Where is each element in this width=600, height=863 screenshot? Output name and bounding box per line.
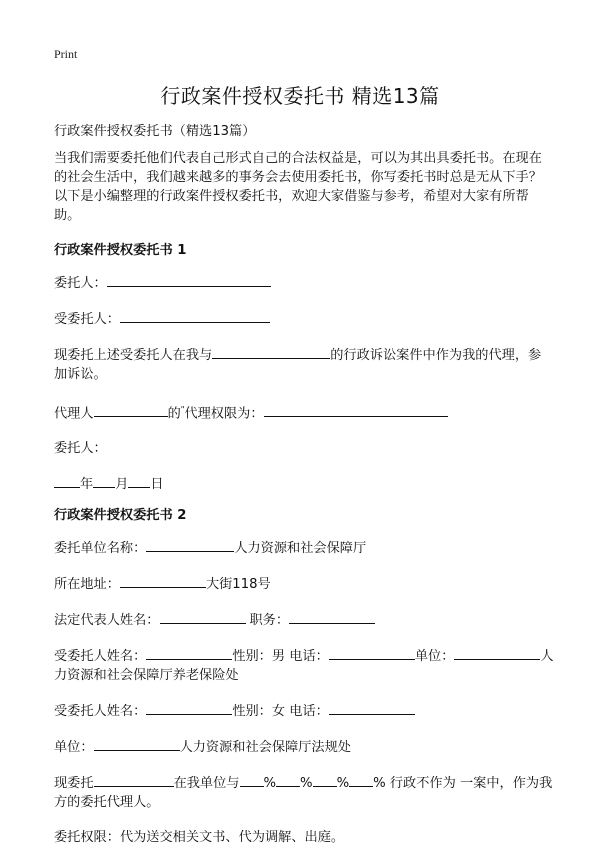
principal-line [54,273,554,293]
section-2-heading: 行政案件授权委托书 2 [54,508,187,524]
legal-rep-line [54,610,554,630]
agent-1-unit-label: 单位： [414,649,455,665]
commission-agent-blank [94,773,174,787]
legal-rep-blank [160,610,246,624]
agent-1-unit-blank [454,646,540,660]
section-1-heading: 行政案件授权委托书 1 [54,243,187,258]
commission-text-a: 现委托 [54,776,94,792]
scope-label: 委托权限： [54,830,120,846]
date-line [54,474,554,494]
authority-line: 代理人 的"代理权限为： [54,400,554,423]
month-label: 月 [115,477,129,493]
year-blank [54,474,80,488]
pct-blank-1 [240,773,264,787]
intro-paragraph: 当我们需要委托他们代表自己形式自己的合法权益是，可以为其出具委托书。在现在的社会生活中，我们越来越多的事务会去使用委托书，你写委托书时总是无从下手？以下是小编整理的行政案件授权委托书，欢迎大家借鉴与参考，希望对大家有所帮助。 [54,151,542,223]
agent-2-unit: 人力资源和社会保障厅法规处 [179,740,351,756]
entrust-text-a: 现委托上述受委托人在我与 [54,348,213,363]
agent-2-name-blank [146,701,232,715]
principal-label: 委托人： [54,276,107,291]
pct-blank-4 [349,773,373,787]
address-blank [120,574,206,588]
agent-1-label: 受委托人姓名： [54,649,147,665]
pct-2: % [300,776,313,792]
year-label: 年 [80,477,94,493]
address-value: 大街118号 [205,577,271,593]
document-body [54,122,554,863]
day-label: 日 [150,477,164,493]
month-blank [93,474,115,488]
unit-line [54,538,554,558]
pct-blank-2 [276,773,300,787]
pct-3: % [336,776,350,792]
agent-1-gender: 性别：男 电话： [232,649,329,665]
commission-text-b: 在我单位与 [173,776,240,792]
position-label: 职务： [249,613,290,629]
unit-value: 人力资源和社会保障厅 [234,541,367,557]
commission-text-c: 行政不作为 一案中，作为我方的委托代理人。 [54,776,553,811]
print-link[interactable]: Print [54,47,78,61]
unit-label: 委托单位名称： [54,541,147,557]
agent-blank [120,309,270,323]
authority-blank [264,403,448,417]
agent-2-phone-blank [329,701,415,715]
agent-2-unit-label: 单位： [54,740,94,756]
address-line [54,574,554,594]
authority-text-c: 代理权限为： [184,406,264,422]
agent-1-phone-blank [329,646,415,660]
principal-blank [107,273,271,287]
address-label: 所在地址： [54,577,120,593]
legal-rep-label: 法定代表人姓名： [54,613,160,629]
agent-1-unit: 人力资源和社会保障厅养老保险处 [54,649,554,684]
scope-line [54,828,554,847]
pct-4: % [373,776,386,792]
opponent-blank [212,345,330,359]
pct-1: % [263,776,277,792]
agent-2-label: 受委托人姓名： [54,704,147,720]
agent-label: 受委托人： [54,312,120,327]
agent-2-unit-blank [94,737,180,751]
day-blank [128,474,150,488]
agent-2-gender: 性别：女 电话： [232,704,329,720]
scope-value: 代为送交相关文书、代为调解、出庭。 [119,830,345,846]
agent-name-blank [94,403,168,417]
agent-1-paragraph [54,646,554,685]
sign-line [54,439,554,458]
position-blank [289,610,375,624]
document-title: 行政案件授权委托书 精选13篇 [160,84,440,108]
unit-blank [146,538,234,552]
authority-text-b: 的 [167,406,181,422]
entrust-paragraph [54,345,554,384]
entrust-text-b: 的行政诉讼案件中作为我的代理，参加诉讼。 [54,348,542,382]
agent-line [54,309,554,329]
pct-blank-3 [313,773,337,787]
sign-label: 委托人： [54,441,107,457]
authority-text-a: 代理人 [54,406,94,422]
commission-paragraph [54,773,554,812]
document-subtitle: 行政案件授权委托书（精选13篇） [54,124,256,139]
agent-1-name-blank [146,646,232,660]
agent-2-line [54,701,554,721]
agent-2-unit-line [54,737,554,757]
